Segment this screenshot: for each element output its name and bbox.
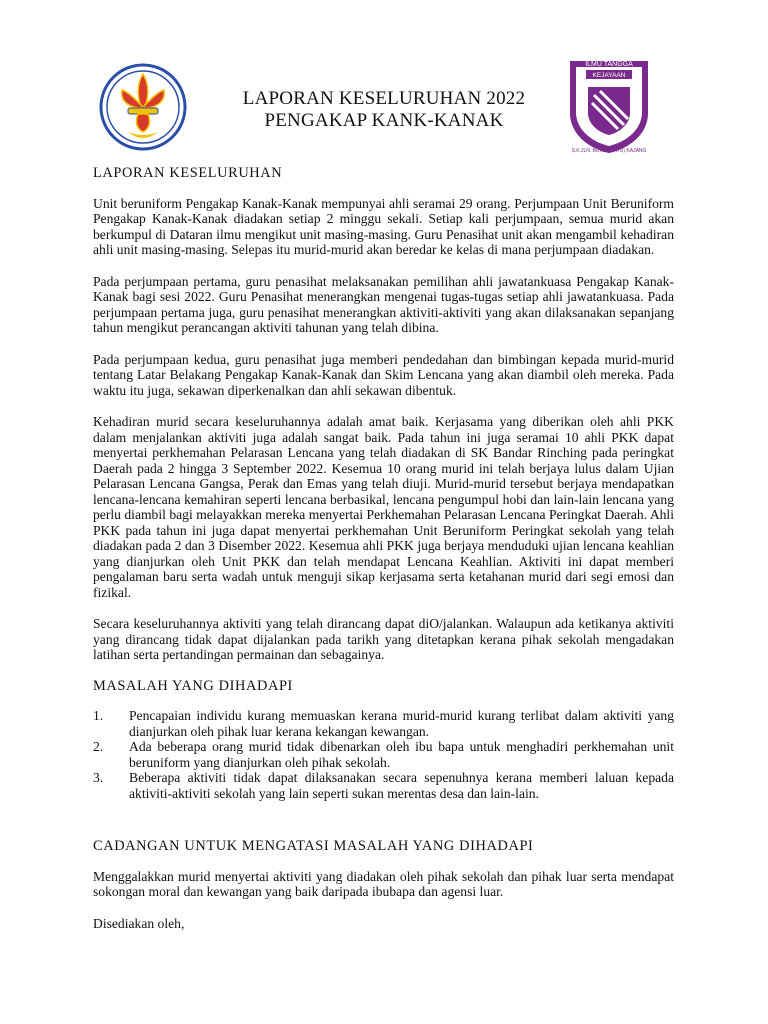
paragraph-3: Pada perjumpaan kedua, guru penasihat juga memberi pendedahan dan bimbingan kepada murid-murid tentang Latar Belakang Pengakap Kanak-Kanak dan Skim Lencana yang akan diambil oleh mereka. Pada waktu itu juga, sekawan diperkenalkan dan ahli sekawan dibentuk. xyxy=(93,351,674,398)
title-line-2: PENGAKAP KANK-KANAK xyxy=(264,110,504,131)
report-body xyxy=(93,162,674,947)
list-text: Beberapa aktiviti tidak dapat dilaksanakan secara sepenuhnya kerana memberi laluan kepada aktiviti-aktiviti sekolah yang lain seperti sukan merentas desa dan lain-lain. xyxy=(129,770,674,801)
section-heading-problems: MASALAH YANG DIHADAPI xyxy=(93,677,293,694)
paragraph-1: Unit beruniform Pengakap Kanak-Kanak mempunyai ahli seramai 29 orang. Perjumpaan Unit Beruniform Pengakap Kanak-Kanak diadakan setiap 2 minggu sekali. Setiap kali perjumpaan, semua murid akan berkumpul di Dataran ilmu mengikut unit masing-masing. Guru Penasihat unit akan mengambil kehadiran ahli unit masing-masing. Selepas itu murid-murid akan beredar ke kelas di mana perjumpaan diadakan. xyxy=(93,195,674,257)
signoff-text: Disediakan oleh, xyxy=(93,915,185,931)
scout-logo xyxy=(98,62,188,152)
title-line-1: LAPORAN KESELURUHAN 2022 xyxy=(242,88,526,109)
paragraph-5: Secara keseluruhannya aktiviti yang telah dirancang dapat diO/jalankan. Walaupun ada ketikanya aktiviti yang dirancang tidak dapat dijalankan pada tarikh yang ditetapkan kerana pihak sekolah mengadakan latihan serta pertandingan permainan dan sebagainya. xyxy=(93,616,674,662)
list-number: 3. xyxy=(93,770,104,785)
problems-list xyxy=(93,708,674,801)
crest-banner-text: KEJAYAAN xyxy=(592,72,626,79)
spacer xyxy=(93,817,674,835)
list-item xyxy=(93,739,674,770)
list-text: Ada beberapa orang murid tidak dibenarkan oleh ibu bapa untuk menghadiri perkhemahan unit beruniform yang dianjurkan oleh pihak sekolah. xyxy=(129,739,674,770)
list-number: 1. xyxy=(93,708,104,723)
paragraph-2: Pada perjumpaan pertama, guru penasihat melaksanakan pemilihan ahli jawatankuasa Pengakap Kanak-Kanak bagi sesi 2022. Guru Penasihat menerangkan mengenai tugas-tugas setiap ahli jawatankuasa. Pada perjumpaan pertama juga, guru penasihat menerangkan aktiviti-aktiviti yang akan dilaksanakan sepanjang tahun mengikut perancangan aktiviti tahunan yang telah dibina. xyxy=(93,273,674,335)
paragraph-4: Kehadiran murid secara keseluruhannya adalah amat baik. Kerjasama yang diberikan oleh ahli PKK dalam menjalankan aktiviti juga adalah sangat baik. Pada tahun ini juga seramai 10 ahli PKK dapat menyertai perkhemahan Pelarasan Lencana yang telah diadakan di SK Bandar Rinching pada peringkat Daerah pada 2 hingga 3 September 2022. Kesemua 10 orang murid ini telah berjaya lulus dalam Ujian Pelarasan Lencana Gangsa, Perak dan Emas yang telah diuji. Murid-murid tersebut berjaya mendapatkan lencana-lencana kemahiran seperti lencana berbasikal, lencana pengumpul hobi dan lain-lain lencana yang perlu diambil bagi melayakkan mereka menyertai Perkhemahan Pelarasan Lencana Peringkat Daerah. Ahli PKK pada tahun ini juga dapat menyertai perkhemahan Unit Beruniform Peringkat sekolah yang telah diadakan pada 2 dan 3 Disember 2022. Kesemua ahli PKK juga berjaya menduduki ujian lencana keahlian yang dianjurkan oleh Unit PKK dan telah mendapat Lencana Keahlian. Aktiviti ini dapat memberi pengalaman baru serta wadah untuk menguji sikap kerjasama serta ketahanan murid dari segi emosi dan fizikal. xyxy=(93,414,674,600)
list-text: Pencapaian individu kurang memuaskan kerana murid-murid kurang terlibat dalam aktiviti yang dianjurkan oleh pihak luar kerana kekangan kewangan. xyxy=(129,708,674,739)
list-item xyxy=(93,708,674,739)
crest-top-text: ILMU TANGGA xyxy=(585,61,633,68)
section-heading-overall: LAPORAN KESELURUHAN xyxy=(93,165,283,181)
report-title xyxy=(200,88,568,132)
suggestion-paragraph: Menggalakkan murid menyertai aktiviti yang diadakan oleh pihak sekolah dan pihak luar serta mendapat sokongan moral dan kewangan yang baik daripada ibubapa dan agensi luar. xyxy=(93,868,674,899)
section-heading-suggestions: CADANGAN UNTUK MENGATASI MASALAH YANG DIHADAPI xyxy=(93,838,534,854)
crest-arc-text: S.K.JLN. BUKIT (BATU) KAJANG xyxy=(571,148,647,154)
list-item xyxy=(93,770,674,801)
list-number: 2. xyxy=(93,739,104,754)
school-crest-logo xyxy=(566,55,652,155)
